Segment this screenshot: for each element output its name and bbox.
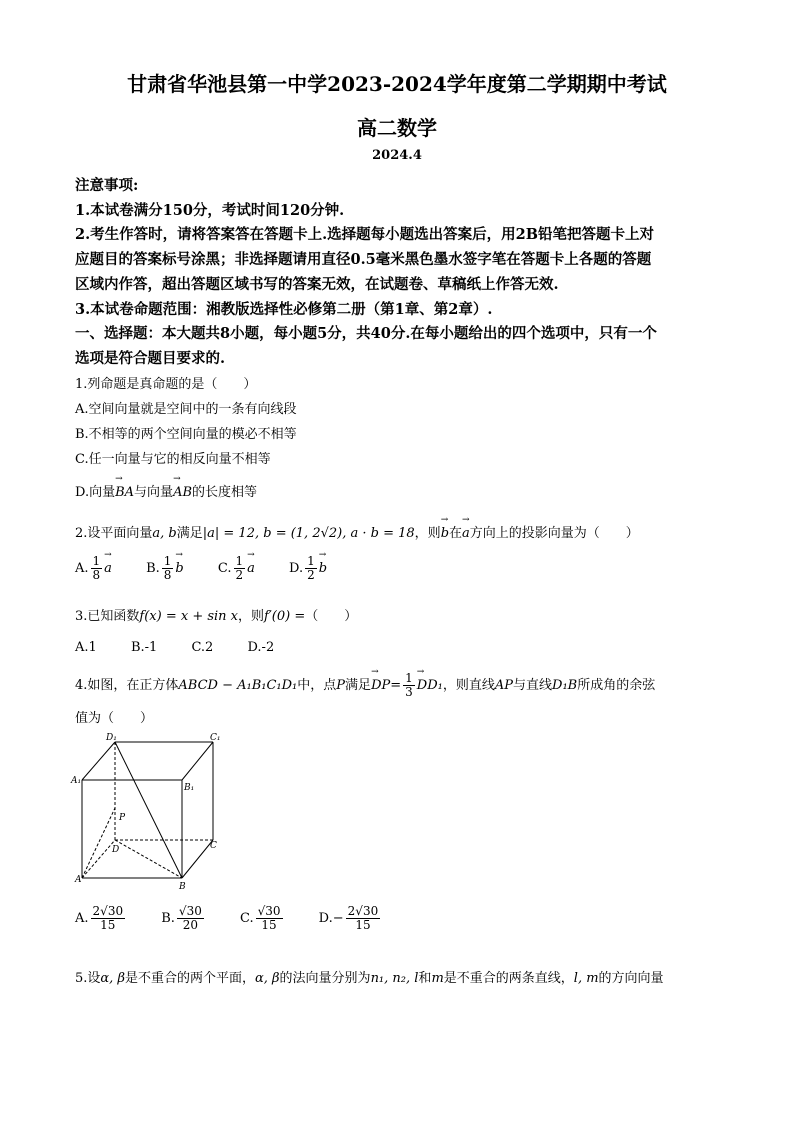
notice-item-1: 1.本试卷满分150分，考试时间120分钟. xyxy=(75,202,345,219)
q1-option-c: C.任一向量与它的相反向量不相等 xyxy=(75,452,271,467)
q1-option-a: A.空间向量就是空间中的一条有向线段 xyxy=(75,402,297,417)
q4-options xyxy=(75,905,412,932)
label-b: B xyxy=(179,882,186,890)
notice-item-2b: 应题目的答案标号涂黑；非选择题请用直径0.5毫米黑色墨水签字笔在答题卡上各题的答题 xyxy=(75,251,652,268)
q1-option-b: B.不相等的两个空间向量的模必不相等 xyxy=(75,427,297,442)
q4-option-a: A. $\frac{2√30}{15}$ xyxy=(75,904,124,932)
line-d1b xyxy=(115,742,182,878)
q2-option-c: C. $\frac{1}{2}$ → a xyxy=(218,561,255,576)
notice-heading: 注意事项: xyxy=(75,177,139,194)
q3-option-a: A.1 xyxy=(75,640,97,655)
q5-stem: 5.设α, β是不重合的两个平面，α, β的法向量分别为n₁, n₂, l和m是不重合的两条直线，l, m的方向向量 xyxy=(75,971,664,986)
q4-option-c: C. $\frac{√30}{15}$ xyxy=(239,904,281,932)
notice-item-2a: 2.考生作答时，请将答案答在答题卡上.选择题每小题选出答案后，用2B铅笔把答题卡上对 xyxy=(75,226,655,243)
line-db xyxy=(115,840,182,878)
edge-ad xyxy=(82,840,115,878)
notice-item-2c: 区域内作答，超出答题区域书写的答案无效，在试题卷、草稿纸上作答无效. xyxy=(75,276,559,293)
label-d: D xyxy=(112,845,120,855)
q3-option-b: B.-1 xyxy=(130,640,158,655)
q4-stem: 4.如图，在正方体ABCD − A₁B₁C₁D₁中，点P满足→ DP= $\frac{1}{3}$ → DD₁，则直线AP与直线D₁B所成角的余弦 xyxy=(75,672,655,699)
q3-options xyxy=(75,640,304,655)
label-a: A xyxy=(75,875,82,885)
q4-stem-line2: 值为（ ） xyxy=(75,711,154,726)
q2-option-b: B. $\frac{1}{8}$ → b xyxy=(146,561,184,576)
q2-stem: 2.设平面向量a, b满足|a| = 12, b = (1, 2√2), a · b = 18，则→ b在→ a方向上的投影向量为（ ） xyxy=(75,522,639,541)
label-a1: A₁ xyxy=(71,776,82,786)
q1-option-d: D.向量→ BA与向量→ AB的长度相等 xyxy=(75,481,257,500)
section1-line1: 一、选择题：本大题共8小题，每小题5分，共40分.在每小题给出的四个选项中，只有一个 xyxy=(75,325,657,342)
q3-option-c: C.2 xyxy=(191,640,214,655)
q3-option-d: D.-2 xyxy=(247,640,275,655)
edge-a1d1 xyxy=(82,742,115,780)
label-c1: C₁ xyxy=(210,733,221,743)
exam-title: 甘肃省华池县第一中学2023-2024学年度第二学期期中考试 xyxy=(127,72,667,96)
label-d1: D₁ xyxy=(106,733,117,743)
notice-item-3: 3.本试卷命题范围：湘教版选择性必修第二册（第1章、第2章）. xyxy=(75,301,493,318)
label-b1: B₁ xyxy=(184,783,195,793)
edge-bc xyxy=(182,840,213,878)
q4-option-b: B. $\frac{√30}{20}$ xyxy=(161,904,202,932)
q3-stem: 3.已知函数f(x) = x + sin x，则f′(0) =（ ） xyxy=(75,609,358,624)
edge-b1c1 xyxy=(182,742,213,780)
label-c: C xyxy=(210,841,217,851)
q2-option-d: D. $\frac{1}{2}$ → b xyxy=(289,561,327,576)
section1-line2: 选项是符合题目要求的. xyxy=(75,350,226,367)
line-ap xyxy=(82,808,115,878)
q2-option-a: A. $\frac{1}{8}$ → a xyxy=(75,561,112,576)
cube-figure xyxy=(70,730,230,890)
exam-subject: 高二数学 xyxy=(357,116,437,140)
q2-options xyxy=(75,555,357,582)
label-p: P xyxy=(119,813,126,823)
q4-option-d: D.− $\frac{2√30}{15}$ xyxy=(318,904,379,932)
q1-stem: 1.列命题是真命题的是（ ） xyxy=(75,377,257,392)
exam-date: 2024.4 xyxy=(372,148,422,163)
